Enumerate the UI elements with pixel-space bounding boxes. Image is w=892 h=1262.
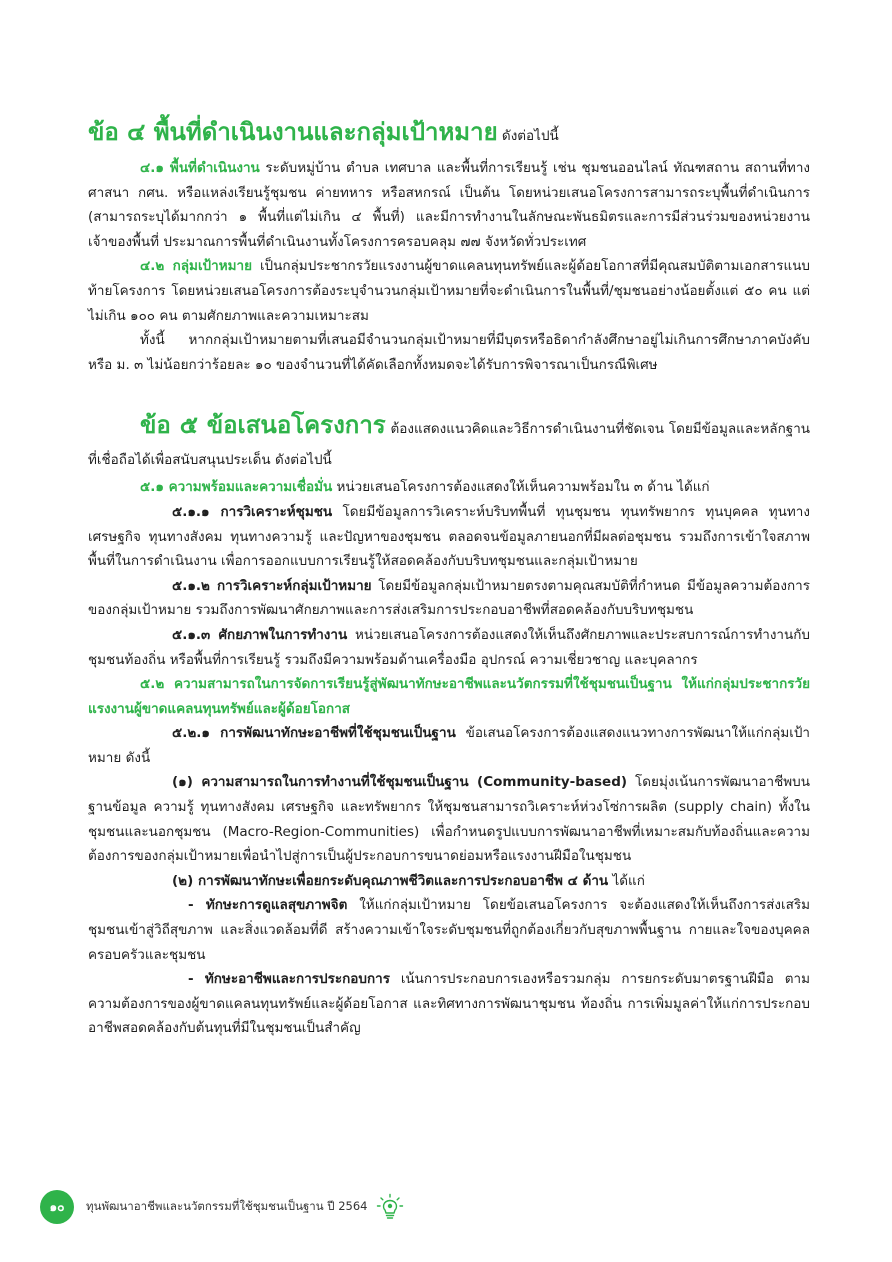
- section5-1-2-text: โดยมีข้อมูลกลุ่มเป้าหมายตรงตามคุณสมบัติที่กำหนด มีข้อมูลความต้องการของกลุ่มเป้าหมาย รวมถึงการพัฒนาศักยภาพและการส่งเสริมการประกอบอาชีพที่สอดคล้องกับบริบทชุมชน: [88, 577, 810, 619]
- page-footer: [40, 1190, 404, 1224]
- item-2-paragraph: [88, 869, 810, 894]
- item-1-text: โดยมุ่งเน้นการพัฒนาอาชีพบนฐานข้อมูล ความรู้ ทุนทางสังคม เศรษฐกิจ และทรัพยากร ให้ชุมชนสามารถวิเคราะห์ห่วงโซ่การผลิต (supply chain) ทั้งในชุมชนและนอกชุมชน (Macro-Region-Communities) เพื่อกำหนดรูปแบบการพัฒนาอาชีพที่เหมาะสมกับท้องถิ่นและความต้องการของกลุ่มเป้าหมายเพื่อนำไปสู่การเป็นผู้ประกอบการขนาดย่อมหรือแรงงานฝีมือในชุมชน: [88, 774, 810, 865]
- section-spacer: [88, 377, 810, 401]
- page-content: [88, 112, 810, 1041]
- section4-1-text: ระดับหมู่บ้าน ตำบล เทศบาล และพื้นที่การเรียนรู้ เช่น ชุมชนออนไลน์ ทัณฑสถาน สถานที่ทางศาสนา กศน. หรือแหล่งเรียนรู้ชุมชน ค่ายทหาร หรือสหกรณ์ เป็นต้น โดยหน่วยเสนอโครงการสามารถระบุพื้นที่ดำเนินการ (สามารถระบุได้มากกว่า ๑ พื้นที่แต่ไม่เกิน ๔ พื้นที่) และมีการทำงานในลักษณะพันธมิตรและการมีส่วนร่วมของหน่วยงานเจ้าของพื้นที่ ประมาณการพื้นที่ดำเนินงานทั้งโครงการครอบคลุม ๗๗ จังหวัดทั่วประเทศ: [88, 160, 810, 250]
- section5-heading: [88, 405, 810, 475]
- item-2-text: ได้แก่: [608, 872, 645, 889]
- section5-1-paragraph: [88, 475, 810, 500]
- bullet-1-text: ให้แก่กลุ่มเป้าหมาย โดยข้อเสนอโครงการ จะต้องแสดงให้เห็นถึงการส่งเสริมชุมชนเข้าสู่วิถีสุขภาพ และสิ่งแวดล้อมที่ดี สร้างความเข้าใจระดับชุมชนที่ถูกต้องเกี่ยวกับสุขภาพพื้นฐาน กายและใจของบุคคล ครอบครัวและชุมชน: [88, 897, 811, 963]
- section5-1-2-paragraph: [88, 574, 810, 623]
- section5-2-1-label: ๕.๒.๑ การพัฒนาทักษะอาชีพที่ใช้ชุมชนเป็นฐาน: [172, 725, 456, 742]
- section5-2-heading: ๕.๒ ความสามารถในการจัดการเรียนรู้สู่พัฒนาทักษะอาชีพและนวัตกรรมที่ใช้ชุมชนเป็นฐาน ให้แก่กลุ่มประชากรวัยแรงงานผู้ขาดแคลนทุนทรัพย์และผู้ด้อยโอกาส: [88, 676, 810, 717]
- section4-title: ข้อ ๔ พื้นที่ดำเนินงานและกลุ่มเป้าหมาย: [88, 118, 498, 146]
- section4-heading: [88, 112, 810, 156]
- section5-1-1-text: โดยมีข้อมูลการวิเคราะห์บริบทพื้นที่ ทุนชุมชน ทุนทรัพยากร ทุนบุคคล ทุนทางเศรษฐกิจ ทุนทางสังคม ทุนทางความรู้ และปัญหาของชุมชน ตลอดจนข้อมูลภายนอกที่มีผลต่อชุมชน รวมถึงการเข้าใจสภาพพื้นที่ในการดำเนินงาน เพื่อการออกแบบการเรียนรู้ให้สอดคล้องกับบริบทชุมชนและกลุ่มเป้าหมาย: [88, 503, 810, 570]
- section4-2-text: เป็นกลุ่มประชากรวัยแรงงานผู้ขาดแคลนทุนทรัพย์และผู้ด้อยโอกาสที่มีคุณสมบัติตามเอกสารแนบท้ายโครงการ โดยหน่วยเสนอโครงการต้องระบุจำนวนกลุ่มเป้าหมายที่จะดำเนินการในพื้นที่/ชุมชนอย่างน้อยตั้งแต่ ๕๐ คน แต่ไม่เกิน ๑๐๐ คน ตามศักยภาพและความเหมาะสม: [88, 258, 810, 324]
- section4-title-suffix: ดังต่อไปนี้: [497, 128, 559, 144]
- section4-2-paragraph: [88, 254, 810, 328]
- section4-note-paragraph: ทั้งนี้ หากกลุ่มเป้าหมายตามที่เสนอมีจำนวนกลุ่มเป้าหมายที่มีบุตรหรือธิดากำลังศึกษาอยู่ไม่เกินการศึกษาภาคบังคับหรือ ม. ๓ ไม่น้อยกว่าร้อยละ ๑๐ ของจำนวนที่ได้คัดเลือกทั้งหมดจะได้รับการพิจารณาเป็นกรณีพิเศษ: [88, 332, 810, 373]
- item-2-label: (๒) การพัฒนาทักษะเพื่อยกระดับคุณภาพชีวิตและการประกอบอาชีพ ๔ ด้าน: [172, 872, 609, 889]
- bullet-1-paragraph: [88, 893, 810, 967]
- bullet-1-label: - ทักษะการดูแลสุขภาพจิต: [188, 897, 348, 914]
- lightbulb-icon: [376, 1193, 404, 1221]
- item-1-paragraph: [88, 770, 810, 868]
- section5-title-suffix: ต้องแสดงแนวคิดและวิธีการดำเนินงานที่ชัดเจน โดยมีข้อมูลและหลักฐานที่เชื่อถือได้เพื่อสนับสนุนประเด็น ดังต่อไปนี้: [88, 421, 810, 469]
- section5-1-1-paragraph: [88, 500, 810, 574]
- section5-1-1-label: ๕.๑.๑ การวิเคราะห์ชุมชน: [172, 503, 333, 520]
- section5-2-1-paragraph: [88, 721, 810, 770]
- section5-1-2-label: ๕.๑.๒ การวิเคราะห์กลุ่มเป้าหมาย: [172, 577, 372, 594]
- section5-1-3-label: ๕.๑.๓ ศักยภาพในการทำงาน: [172, 626, 348, 643]
- bullet-2-paragraph: [88, 967, 810, 1041]
- item-1-label: (๑) ความสามารถในการทำงานที่ใช้ชุมชนเป็นฐาน (Community-based): [172, 774, 628, 791]
- bullet-2-text: เน้นการประกอบการเองหรือรวมกลุ่ม การยกระดับมาตรฐานฝีมือ ตามความต้องการของผู้ขาดแคลนทุนทรัพย์และผู้ด้อยโอกาส และทิศทางการพัฒนาชุมชน ท้องถิ่น การเพิ่มมูลค่าให้แก่การประกอบอาชีพสอดคล้องกับต้นทุนที่มีในชุมชนเป็นสำคัญ: [88, 971, 810, 1037]
- section4-1-label: ๔.๑ พื้นที่ดำเนินงาน: [140, 160, 260, 176]
- section5-2-1-text: ข้อเสนอโครงการต้องแสดงแนวทางการพัฒนาให้แก่กลุ่มเป้าหมาย ดังนี้: [88, 725, 810, 766]
- section5-1-text: หน่วยเสนอโครงการต้องแสดงให้เห็นความพร้อมใน ๓ ด้าน ได้แก่: [332, 479, 710, 496]
- page-number-badge: ๑๐: [40, 1190, 74, 1224]
- footer-text: ทุนพัฒนาอาชีพและนวัตกรรมที่ใช้ชุมชนเป็นฐาน ปี 2564: [86, 1199, 368, 1213]
- section5-1-3-paragraph: [88, 623, 810, 672]
- section5-title: ข้อ ๕ ข้อเสนอโครงการ: [140, 411, 386, 440]
- section5-1-label: ๕.๑ ความพร้อมและความเชื่อมั่น: [140, 479, 333, 496]
- section4-2-label: ๔.๒ กลุ่มเป้าหมาย: [140, 258, 252, 275]
- bullet-2-label: - ทักษะอาชีพและการประกอบการ: [188, 971, 390, 988]
- section4-1-paragraph: [88, 156, 810, 254]
- section5-1-3-text: หน่วยเสนอโครงการต้องแสดงให้เห็นถึงศักยภาพและประสบการณ์การทำงานกับชุมชนท้องถิ่น หรือพื้นที่การเรียนรู้ รวมถึงมีความพร้อมด้านเครื่องมือ อุปกรณ์ ความเชี่ยวชาญ และบุคลากร: [88, 626, 810, 668]
